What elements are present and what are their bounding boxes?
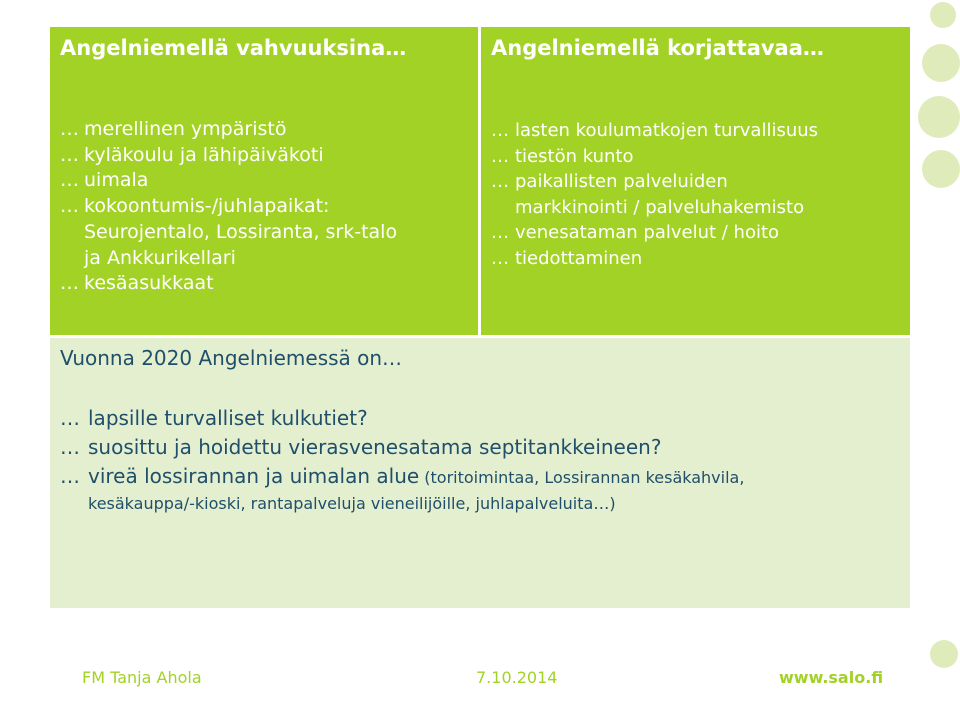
vision-2020-panel: [50, 338, 910, 608]
vision-2020-title: Vuonna 2020 Angelniemessä on…: [60, 346, 403, 370]
decorative-circle: [922, 150, 960, 188]
list-item-text: venesataman palvelut / hoito: [515, 222, 780, 244]
strengths-panel: [50, 27, 478, 335]
list-item-text: tiedottaminen: [515, 247, 643, 269]
ellipsis-bullet: …: [491, 145, 509, 167]
list-item-detail-continued: kesäkauppa/-kioski, rantapalveluja vieneilijöille, juhlapalveluita…): [88, 494, 616, 513]
ellipsis-bullet: …: [491, 120, 509, 141]
ellipsis-bullet: …: [491, 222, 509, 244]
decorative-circle: [918, 96, 960, 138]
list-item: [60, 117, 397, 143]
list-item-text: kesäasukkaat: [84, 272, 214, 295]
ellipsis-bullet: …: [60, 169, 79, 192]
decorative-circle: [930, 640, 958, 668]
list-item-text: uimala: [84, 169, 149, 192]
list-item: [60, 433, 744, 462]
list-item: [60, 404, 744, 433]
list-item: [491, 220, 818, 246]
list-item-text: kyläkoulu ja lähipäiväkoti: [84, 143, 324, 166]
improvements-panel: [481, 27, 910, 335]
ellipsis-bullet: …: [491, 171, 509, 193]
strengths-title: Angelniemellä vahvuuksina…: [60, 36, 407, 60]
list-item: [60, 462, 744, 516]
ellipsis-bullet: …: [60, 406, 80, 430]
footer-date: 7.10.2014: [476, 668, 558, 687]
list-item-text: paikallisten palveluiden: [515, 171, 728, 193]
list-item-text: kokoontumis-/juhlapaikat:: [84, 195, 330, 218]
decorative-circle: [922, 44, 960, 82]
ellipsis-bullet: …: [60, 118, 79, 140]
list-item-text: lapsille turvalliset kulkutiet?: [88, 406, 368, 430]
list-item-text: markkinointi / palveluhakemisto: [515, 196, 805, 218]
list-item-text: ja Ankkurikellari: [84, 246, 236, 269]
list-item-text: Seurojentalo, Lossiranta, srk-talo: [84, 220, 398, 243]
list-item-text: tiestön kunto: [515, 145, 634, 167]
list-item-text: lasten koulumatkojen turvallisuus: [515, 120, 819, 141]
vision-2020-list: [60, 404, 744, 516]
decorative-circle: [930, 2, 956, 28]
list-item-detail: (toritoimintaa, Lossirannan kesäkahvila,: [419, 468, 745, 487]
improvements-title: Angelniemellä korjattavaa…: [491, 36, 824, 60]
list-item-text: vireä lossirannan ja uimalan alue: [88, 464, 420, 488]
list-item: [491, 246, 818, 272]
ellipsis-bullet: …: [60, 435, 80, 459]
list-item: [491, 144, 818, 170]
ellipsis-bullet: …: [60, 195, 79, 218]
list-item: [60, 143, 397, 169]
list-item-text: suosittu ja hoidettu vierasvenesatama septitankkeineen?: [88, 435, 662, 459]
list-item: [60, 168, 397, 194]
strengths-list: [60, 117, 397, 297]
footer-author: FM Tanja Ahola: [82, 668, 202, 687]
ellipsis-bullet: …: [60, 143, 79, 166]
ellipsis-bullet: …: [60, 464, 80, 488]
list-item: [491, 118, 818, 144]
list-item: [60, 194, 397, 271]
list-item: [491, 169, 818, 220]
list-item: [60, 271, 397, 297]
footer-website[interactable]: www.salo.fi: [779, 668, 884, 687]
ellipsis-bullet: …: [491, 247, 509, 269]
improvements-list: [491, 118, 818, 272]
list-item-text: merellinen ympäristö: [84, 118, 287, 140]
ellipsis-bullet: …: [60, 272, 79, 295]
